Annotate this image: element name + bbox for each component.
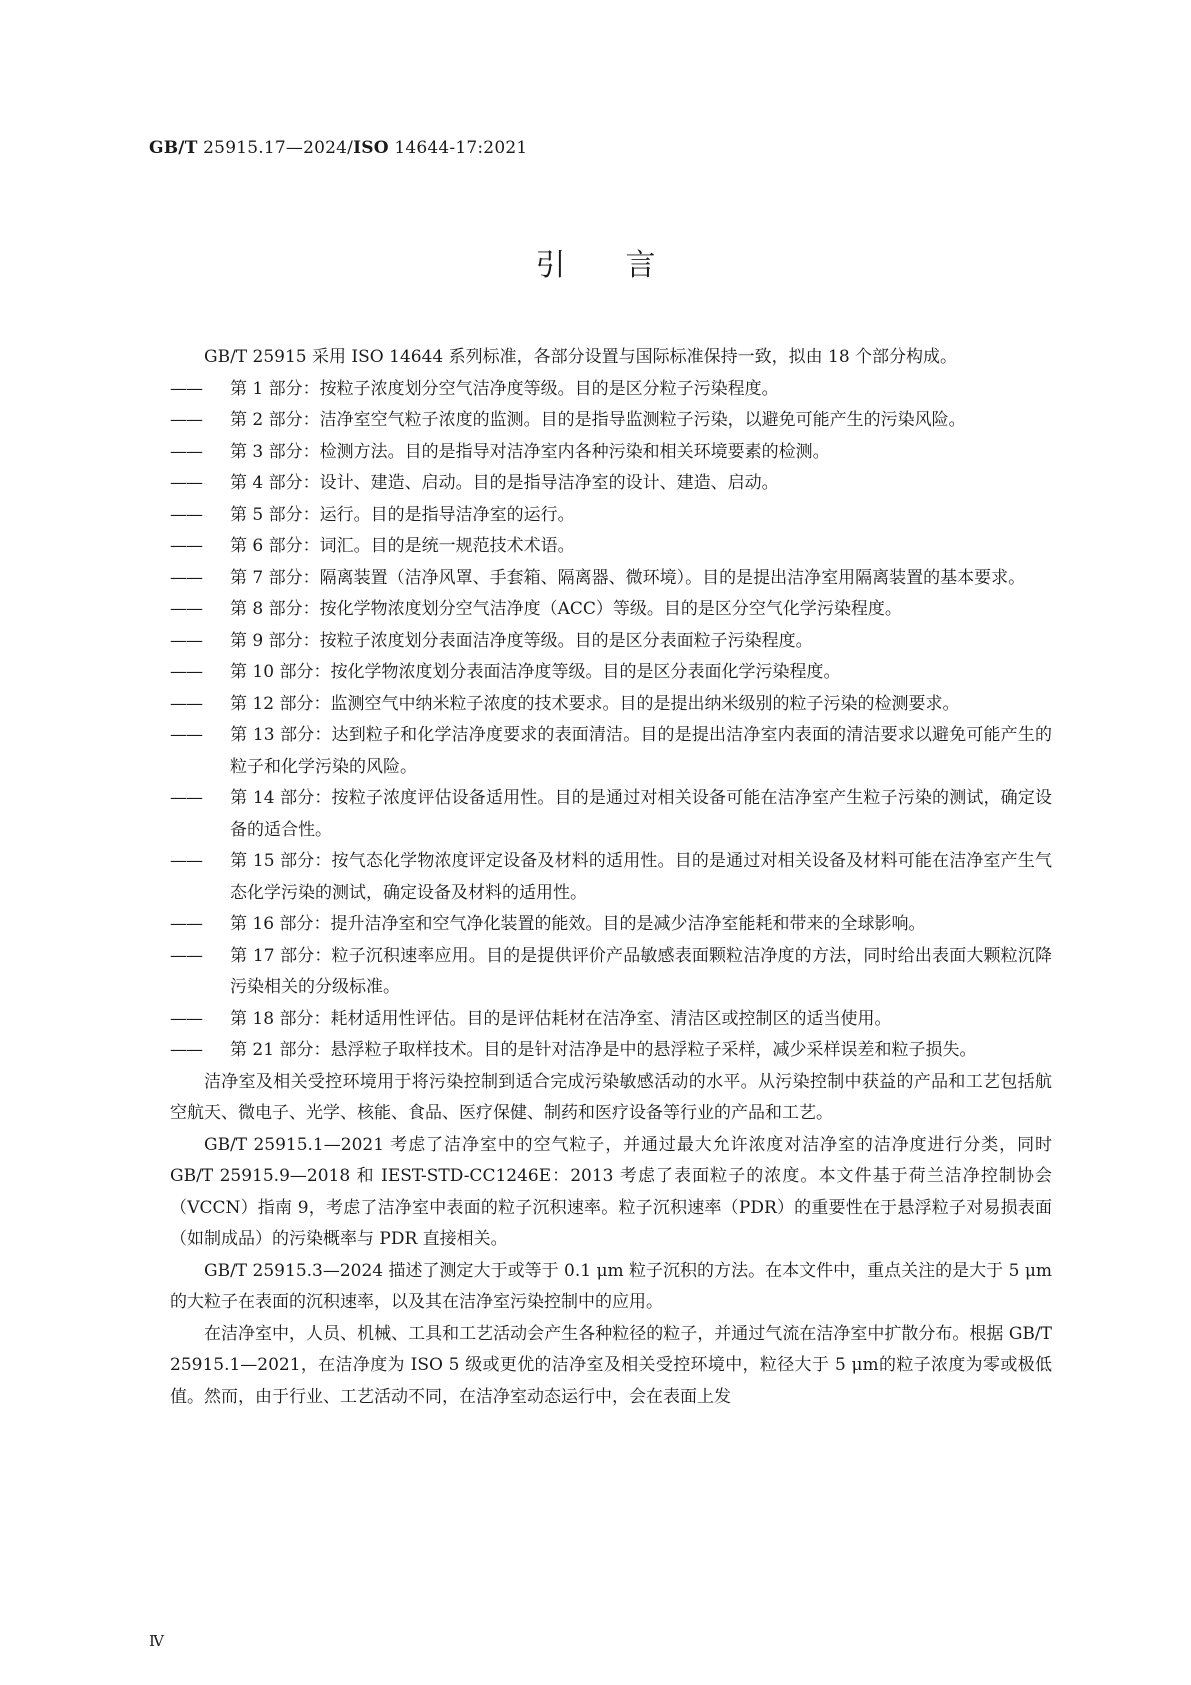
part-list-item	[170, 689, 1052, 721]
list-dash: ——	[170, 567, 202, 588]
list-dash: ——	[170, 914, 202, 934]
part-list-item	[170, 374, 1052, 406]
standard-code-gb-number: 25915.17—2024/	[203, 138, 354, 158]
part-list-item-text: 第 21 部分：悬浮粒子取样技术。目的是针对洁净是中的悬浮粒子采样，减少采样误差和粒子损失。	[230, 1040, 977, 1060]
list-dash: ——	[170, 536, 202, 556]
part-list-item-text: 第 1 部分：按粒子浓度划分空气洁净度等级。目的是区分粒子污染程度。	[230, 378, 779, 399]
document-body	[170, 342, 1052, 1413]
part-list-item	[170, 437, 1052, 469]
intro-paragraph: GB/T 25915 采用 ISO 14644 系列标准，各部分设置与国际标准保持一致，拟由 18 个部分构成。	[204, 347, 958, 367]
part-list-item	[170, 500, 1052, 532]
list-dash: ——	[170, 1008, 202, 1029]
body-paragraph: GB/T 25915.1—2021 考虑了洁净室中的空气粒子，并通过最大允许浓度对洁净室的洁净度进行分类，同时 GB/T 25915.9—2018 和 IEST-STD-CC1246E：2013 考虑了表面粒子的浓度。本文件基于荷兰洁净控制协会（VCCN）指南 9，考虑了洁净室中表面的粒子沉积速率。粒子沉积速率（PDR）的重要性在于悬浮粒子对易损表面（如制成品）的污染概率与 PDR 直接相关。	[170, 1134, 1052, 1249]
part-list-item	[170, 405, 1052, 437]
list-dash: ——	[170, 473, 202, 493]
part-list-item	[170, 468, 1052, 500]
part-list-item	[170, 909, 1052, 941]
part-list-item	[170, 720, 1052, 783]
part-list-item-text: 第 15 部分：按气态化学物浓度评定设备及材料的适用性。目的是通过对相关设备及材料可能在洁净室产生气态化学污染的测试，确定设备及材料的适用性。	[230, 851, 1052, 903]
part-list-item-text: 第 5 部分：运行。目的是指导洁净室的运行。	[230, 504, 575, 525]
page-title: 引言	[535, 248, 716, 283]
part-list-item-text: 第 2 部分：洁净室空气粒子浓度的监测。目的是指导监测粒子污染，以避免可能产生的污染风险。	[230, 410, 966, 430]
part-list-item-text: 第 3 部分：检测方法。目的是指导对洁净室内各种污染和相关环境要素的检测。	[230, 441, 830, 462]
list-dash: ——	[170, 630, 202, 651]
parts-list	[170, 374, 1052, 1067]
list-dash: ——	[170, 788, 202, 808]
part-list-item	[170, 1004, 1052, 1036]
part-list-item-text: 第 12 部分：监测空气中纳米粒子浓度的技术要求。目的是提出纳米级别的粒子污染的检测要求。	[230, 693, 960, 714]
part-list-item-text: 第 17 部分：粒子沉积速率应用。目的是提供评价产品敏感表面颗粒洁净度的方法，同时给出表面大颗粒沉降污染相关的分级标准。	[230, 945, 1052, 997]
list-dash: ——	[170, 725, 202, 745]
standard-code-gb: GB/T	[149, 138, 198, 158]
standard-code-header	[149, 138, 527, 158]
standard-code-iso: ISO	[353, 138, 389, 158]
part-list-item	[170, 783, 1052, 846]
list-dash: ——	[170, 378, 202, 399]
list-dash: ——	[170, 599, 202, 619]
body-paragraph: GB/T 25915.3—2024 描述了测定大于或等于 0.1 μm 粒子沉积的方法。在本文件中，重点关注的是大于 5 μm 的大粒子在表面的沉积速率，以及其在洁净室污染控制中的应用。	[170, 1260, 1052, 1312]
part-list-item	[170, 1035, 1052, 1067]
list-dash: ——	[170, 851, 202, 871]
part-list-item-text: 第 7 部分：隔离装置（洁净风罩、手套箱、隔离器、微环境）。目的是提出洁净室用隔离装置的基本要求。	[230, 567, 1026, 588]
list-dash: ——	[170, 1040, 202, 1060]
part-list-item	[170, 941, 1052, 1004]
part-list-item	[170, 594, 1052, 626]
list-dash: ——	[170, 410, 202, 430]
body-paragraph: 在洁净室中，人员、机械、工具和工艺活动会产生各种粒径的粒子，并通过气流在洁净室中扩散分布。根据 GB/T 25915.1—2021，在洁净度为 ISO 5 级或更优的洁净室及相关受控环境中，粒径大于 5 μm的粒子浓度为零或极低值。然而，由于行业、工艺活动不同，在洁净室动态运行中，会在表面上发	[170, 1323, 1052, 1407]
part-list-item-text: 第 6 部分：词汇。目的是统一规范技术术语。	[230, 536, 575, 556]
part-list-item-text: 第 9 部分：按粒子浓度划分表面洁净度等级。目的是区分表面粒子污染程度。	[230, 630, 813, 651]
part-list-item	[170, 657, 1052, 689]
list-dash: ——	[170, 441, 202, 462]
list-dash: ——	[170, 945, 202, 966]
part-list-item	[170, 626, 1052, 658]
list-dash: ——	[170, 504, 202, 525]
part-list-item-text: 第 18 部分：耗材适用性评估。目的是评估耗材在洁净室、清洁区或控制区的适当使用。	[230, 1008, 892, 1029]
standard-code-iso-number: 14644-17:2021	[394, 138, 528, 158]
part-list-item	[170, 531, 1052, 563]
part-list-item-text: 第 14 部分：按粒子浓度评估设备适用性。目的是通过对相关设备可能在洁净室产生粒子污染的测试，确定设备的适合性。	[230, 788, 1052, 840]
list-dash: ——	[170, 662, 202, 682]
part-list-item-text: 第 8 部分：按化学物浓度划分空气洁净度（ACC）等级。目的是区分空气化学污染程度。	[230, 599, 902, 619]
part-list-item-text: 第 13 部分：达到粒子和化学洁净度要求的表面清洁。目的是提出洁净室内表面的清洁要求以避免可能产生的粒子和化学污染的风险。	[230, 725, 1052, 777]
part-list-item	[170, 846, 1052, 909]
part-list-item-text: 第 4 部分：设计、建造、启动。目的是指导洁净室的设计、建造、启动。	[230, 473, 779, 493]
part-list-item	[170, 563, 1052, 595]
part-list-item-text: 第 16 部分：提升洁净室和空气净化装置的能效。目的是减少洁净室能耗和带来的全球影响。	[230, 914, 926, 934]
part-list-item-text: 第 10 部分：按化学物浓度划分表面洁净度等级。目的是区分表面化学污染程度。	[230, 662, 841, 682]
list-dash: ——	[170, 693, 202, 714]
body-paragraph: 洁净室及相关受控环境用于将污染控制到适合完成污染敏感活动的水平。从污染控制中获益的产品和工艺包括航空航天、微电子、光学、核能、食品、医疗保健、制药和医疗设备等行业的产品和工艺。	[170, 1071, 1052, 1123]
page-number: Ⅳ	[149, 1632, 164, 1650]
